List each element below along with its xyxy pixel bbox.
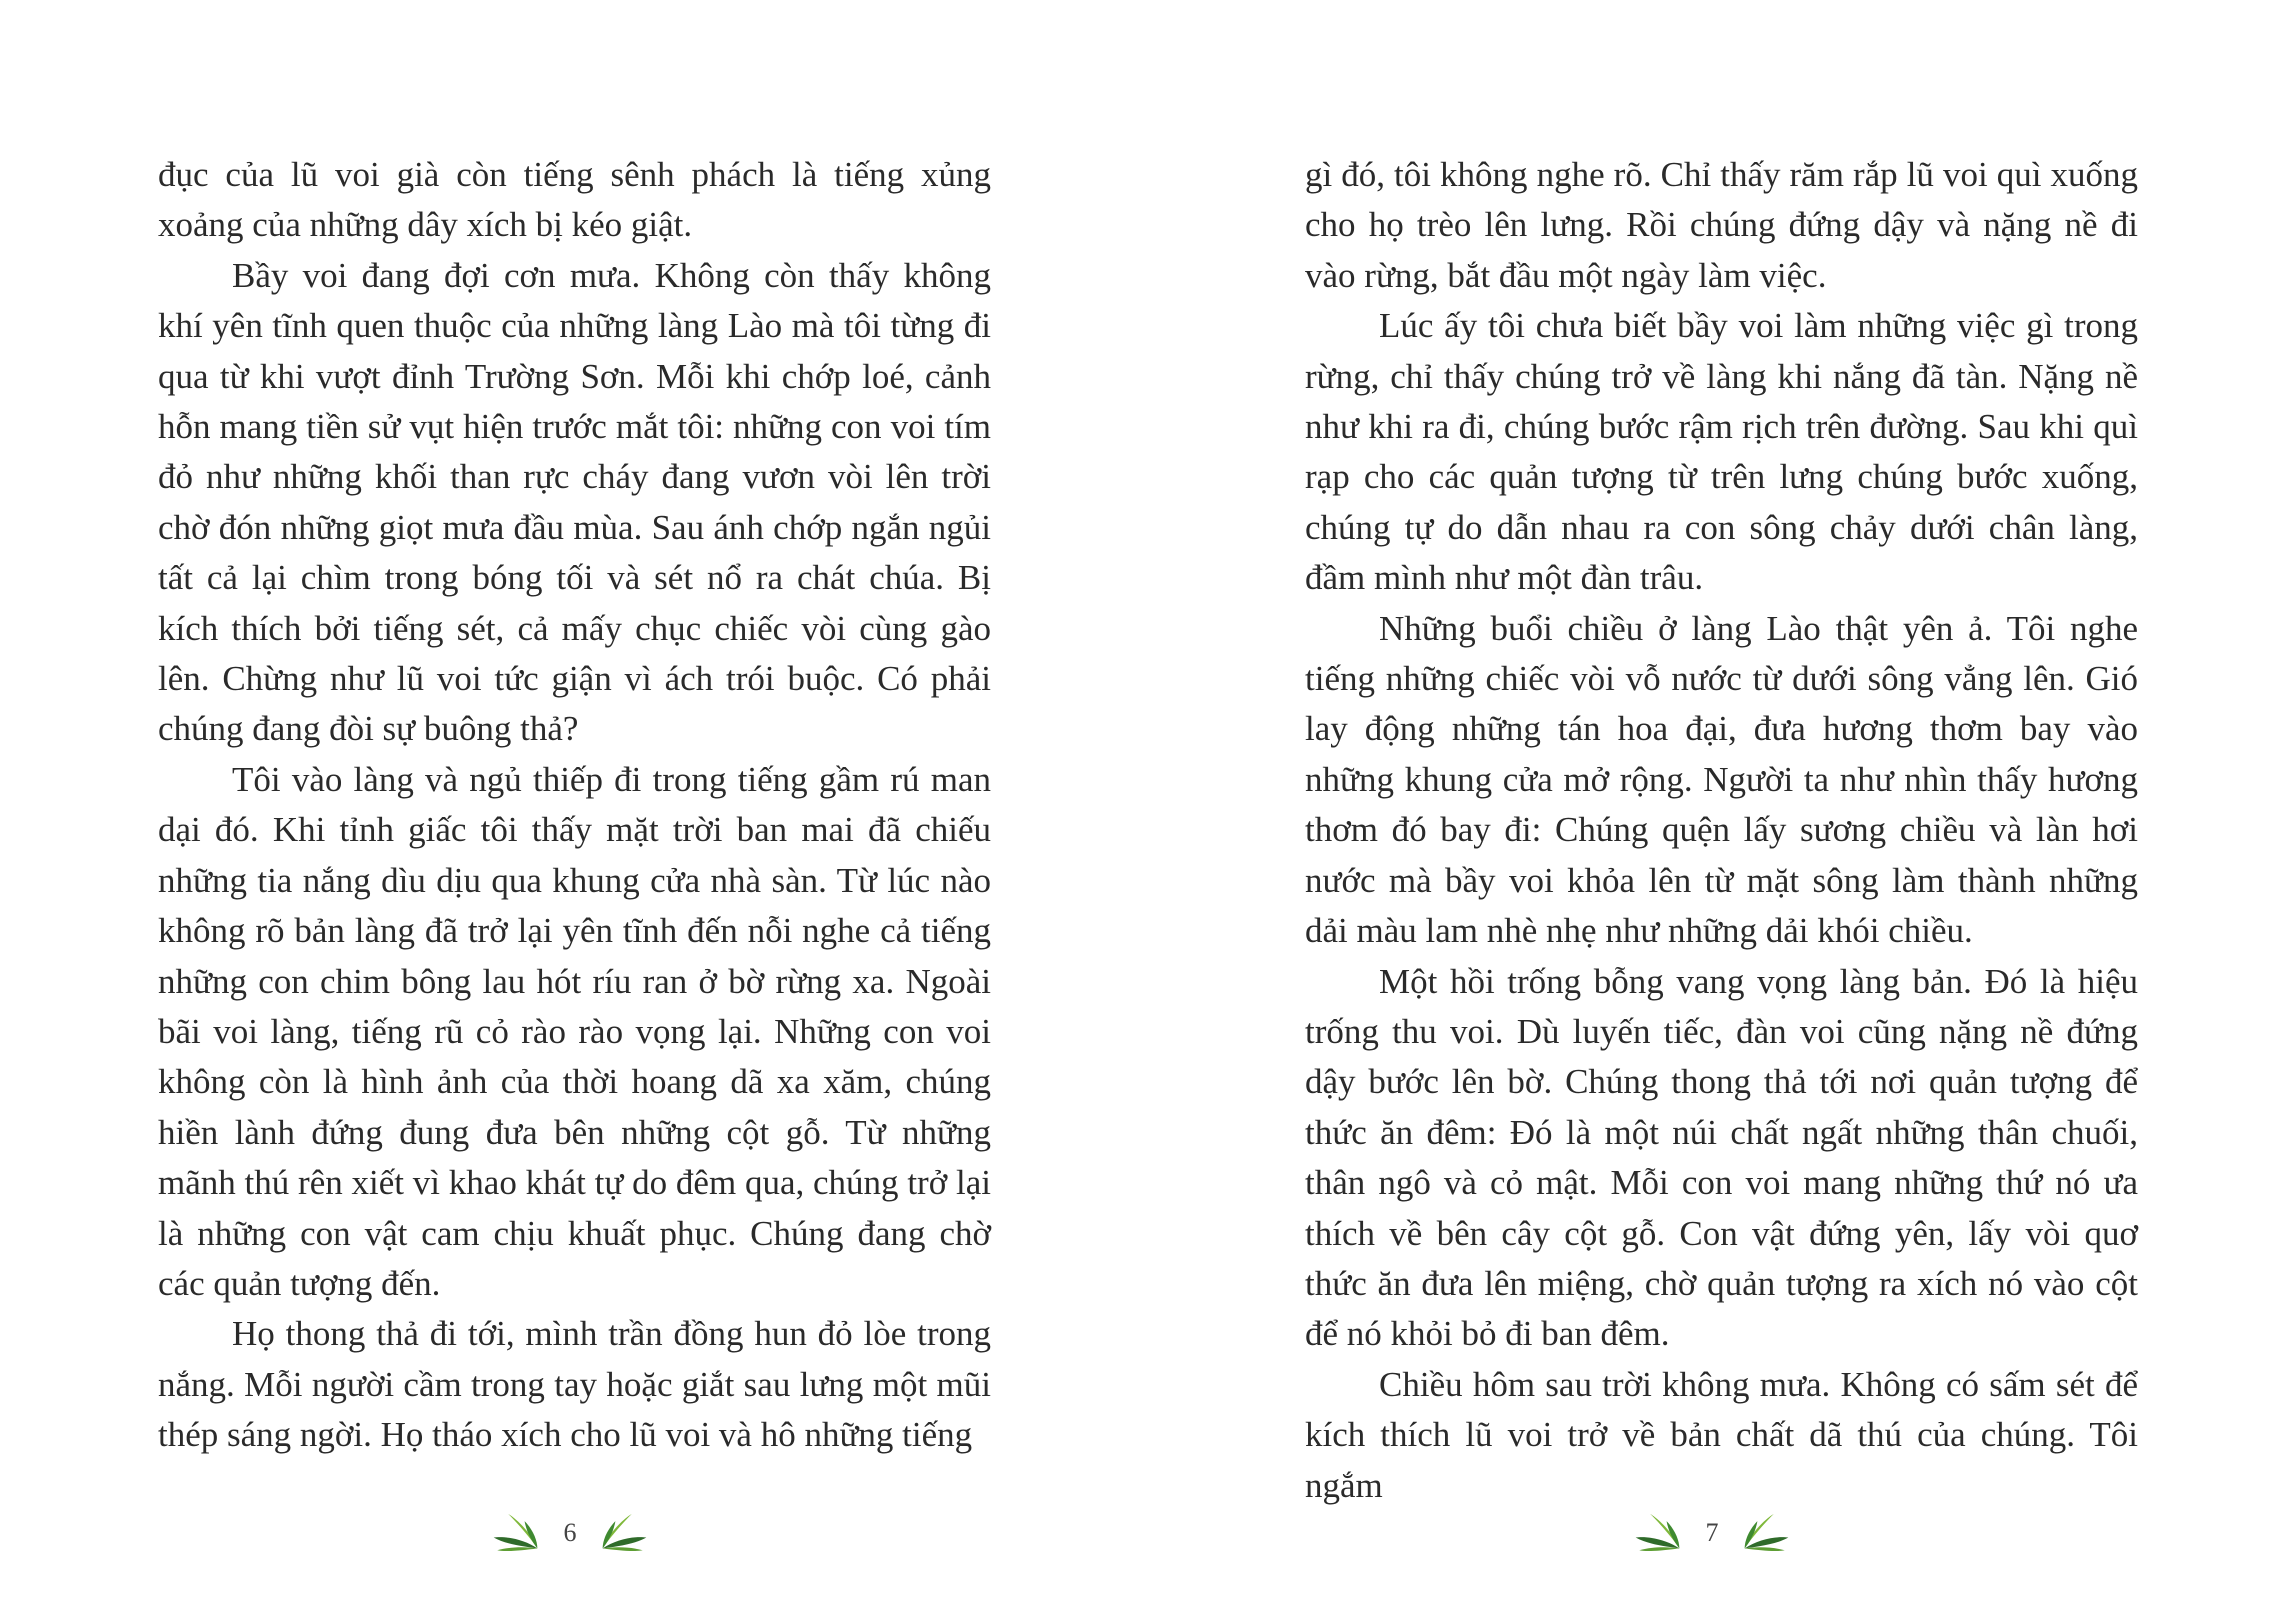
leaf-right-icon — [1741, 1508, 1792, 1558]
paragraph: Tôi vào làng và ngủ thiếp đi trong tiếng gầm rú man dại đó. Khi tỉnh giấc tôi thấy mặt trời ban mai đã chiếu những tia nắng dìu dịu qua khung cửa nhà sàn. Từ lúc nào không rõ bản làng đã trở lại yên tĩnh đến nỗi nghe cả tiếng những con chim bông lau hót ríu ran ở bờ rừng xa. Ngoài bãi voi làng, tiếng rũ cỏ rào rào vọng lại. Những con voi không còn là hình ảnh của thời hoang dã xa xăm, chúng hiền lành đứng đung đưa bên những cột gỗ. Từ những mãnh thú rên xiết vì khao khát tự do đêm qua, chúng trở lại là những con vật cam chịu khuất phục. Chúng đang chờ các quản tượng đến. — [158, 759, 991, 1303]
right-page — [1142, 0, 2284, 1615]
paragraph: Một hồi trống bỗng vang vọng làng bản. Đó là hiệu trống thu voi. Dù luyến tiếc, đàn voi cũng nặng nề đứng dậy bước lên bờ. Chúng thong thả tới nơi quản tượng để thức ăn đêm: Đó là một núi chất ngất những thân chuối, thân ngô và cỏ mật. Mỗi con voi mang những thứ nó ưa thích về bên cây cột gỗ. Con vật đứng yên, lấy vòi quơ thức ăn đưa lên miệng, chờ quản tượng ra xích nó vào cột để nó khỏi bỏ đi ban đêm. — [1305, 961, 2138, 1354]
page-footer — [490, 1498, 650, 1568]
leaf-right-icon — [599, 1508, 650, 1558]
paragraph: Chiều hôm sau trời không mưa. Không có sấm sét để kích thích lũ voi trở về bản chất dã thú của chúng. Tôi ngắm — [1305, 1364, 2138, 1505]
leaf-left-icon — [1632, 1508, 1683, 1558]
page-footer — [1632, 1498, 1792, 1568]
leaf-left-icon — [490, 1508, 541, 1558]
paragraph: Họ thong thả đi tới, mình trần đồng hun đỏ lòe trong nắng. Mỗi người cầm trong tay hoặc giắt sau lưng một mũi thép sáng ngời. Họ tháo xích cho lũ voi và hô những tiếng — [158, 1314, 991, 1455]
left-page-text — [158, 150, 991, 1461]
paragraph: Những buổi chiều ở làng Lào thật yên ả. Tôi nghe tiếng những chiếc vòi vỗ nước từ dưới sông vẳng lên. Gió lay động những tán hoa đại, đưa hương thơm bay vào những khung cửa mở rộng. Người ta như nhìn thấy hương thơm đó bay đi: Chúng quện lấy sương chiều và làn hơi nước mà bầy voi khỏa lên từ mặt sông làm thành những dải màu lam nhè nhẹ như những dải khói chiều. — [1305, 608, 2138, 951]
right-page-text — [1305, 150, 2138, 1511]
page-number: 6 — [563, 1518, 577, 1547]
paragraph: đục của lũ voi già còn tiếng sênh phách là tiếng xủng xoảng của những dây xích bị kéo giật. — [158, 155, 991, 245]
paragraph: Bầy voi đang đợi cơn mưa. Không còn thấy không khí yên tĩnh quen thuộc của những làng Lào mà tôi từng đi qua từ khi vượt đỉnh Trường Sơn. Mỗi khi chớp loé, cảnh hỗn mang tiền sử vụt hiện trước mắt tôi: những con voi tím đỏ như những khối than rực cháy đang vươn vòi lên trời chờ đón những giọt mưa đầu mùa. Sau ánh chớp ngắn ngủi tất cả lại chìm trong bóng tối và sét nổ ra chát chúa. Bị kích thích bởi tiếng sét, cả mấy chục chiếc vòi cùng gào lên. Chừng như lũ voi tức giận vì ách trói buộc. Có phải chúng đang đòi sự buông thả? — [158, 255, 991, 749]
paragraph: Lúc ấy tôi chưa biết bầy voi làm những việc gì trong rừng, chỉ thấy chúng trở về làng khi nắng đã tàn. Nặng nề như khi ra đi, chúng bước rậm rịch trên đường. Sau khi quì rạp cho các quản tượng từ trên lưng chúng bước xuống, chúng tự do dẫn nhau ra con sông chảy dưới chân làng, đầm mình như một đàn trâu. — [1305, 306, 2138, 598]
page-number: 7 — [1705, 1518, 1719, 1547]
paragraph: gì đó, tôi không nghe rõ. Chỉ thấy răm rắp lũ voi quì xuống cho họ trèo lên lưng. Rồi chúng đứng dậy và nặng nề đi vào rừng, bắt đầu một ngày làm việc. — [1305, 155, 2138, 295]
